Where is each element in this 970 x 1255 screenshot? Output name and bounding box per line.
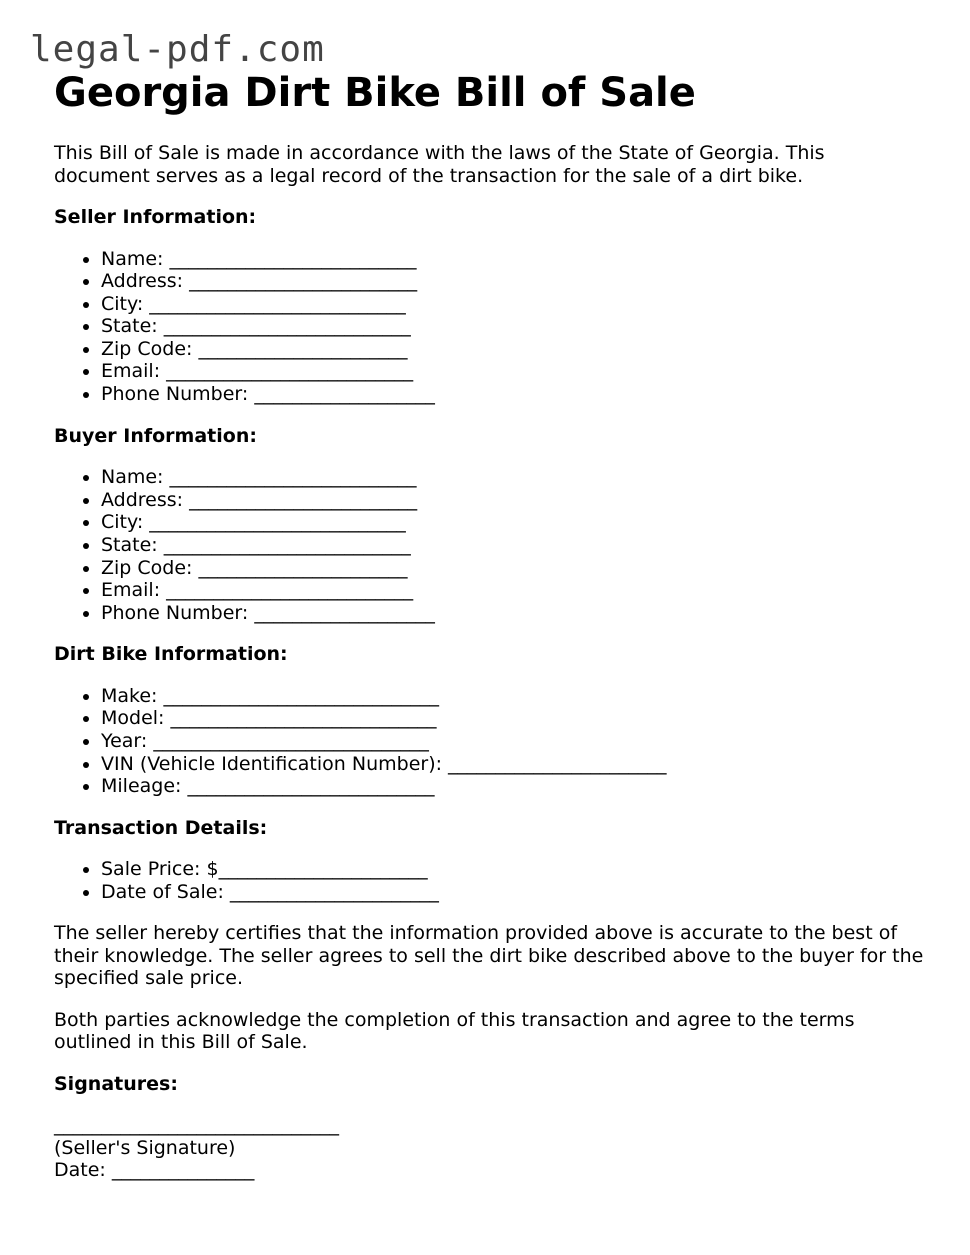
sale-date-field[interactable]: • Date of Sale: ______________________ [101,881,924,904]
bike-vin-field[interactable]: • VIN (Vehicle Identification Number): _______________________ [101,753,924,776]
certify-paragraph: The seller hereby certifies that the information provided above is accurate to the best of their knowledge. The seller agrees to sell the dirt bike described above to the buyer for the specified sale price. [54,922,924,990]
buyer-city-field[interactable]: • City: ___________________________ [101,511,924,534]
buyer-zip-field[interactable]: • Zip Code: ______________________ [101,557,924,580]
document-title: Georgia Dirt Bike Bill of Sale [54,70,696,116]
document-body [54,70,924,1182]
seller-city-field[interactable]: • City: ___________________________ [101,293,924,316]
bike-model-field[interactable]: • Model: ____________________________ [101,707,924,730]
watermark-text: legal-pdf.com [30,29,325,70]
buyer-phone-field[interactable]: • Phone Number: ___________________ [101,602,924,625]
buyer-heading: Buyer Information: [54,424,257,447]
seller-signature-date[interactable]: Date: _______________ [54,1159,255,1182]
sale-price-field[interactable]: • Sale Price: $______________________ [101,858,924,881]
seller-state-field[interactable]: • State: __________________________ [101,315,924,338]
bike-mileage-field[interactable]: • Mileage: __________________________ [101,775,924,798]
bike-list [54,685,924,798]
bike-year-field[interactable]: • Year: _____________________________ [101,730,924,753]
bike-make-field[interactable]: • Make: _____________________________ [101,685,924,708]
transaction-list [54,858,924,903]
signatures-heading: Signatures: [54,1072,178,1095]
seller-zip-field[interactable]: • Zip Code: ______________________ [101,338,924,361]
seller-email-field[interactable]: • Email: __________________________ [101,360,924,383]
buyer-list [54,466,924,624]
buyer-state-field[interactable]: • State: __________________________ [101,534,924,557]
acknowledge-paragraph: Both parties acknowledge the completion of this transaction and agree to the terms outlined in this Bill of Sale. [54,1008,855,1054]
seller-signature-label: (Seller's Signature) [54,1136,236,1159]
bike-heading: Dirt Bike Information: [54,643,288,666]
buyer-name-field[interactable]: • Name: __________________________ [101,466,924,489]
transaction-heading: Transaction Details: [54,816,268,839]
seller-signature-line[interactable]: ______________________________ [54,1114,339,1137]
seller-address-field[interactable]: • Address: ________________________ [101,270,924,293]
intro-paragraph: This Bill of Sale is made in accordance with the laws of the State of Georgia. This document serves as a legal record of the transaction for the sale of a dirt bike. [54,142,825,187]
seller-phone-field[interactable]: • Phone Number: ___________________ [101,383,924,406]
buyer-address-field[interactable]: • Address: ________________________ [101,489,924,512]
seller-list [54,248,924,406]
buyer-email-field[interactable]: • Email: __________________________ [101,579,924,602]
seller-name-field[interactable]: • Name: __________________________ [101,248,924,271]
seller-heading: Seller Information: [54,206,257,228]
